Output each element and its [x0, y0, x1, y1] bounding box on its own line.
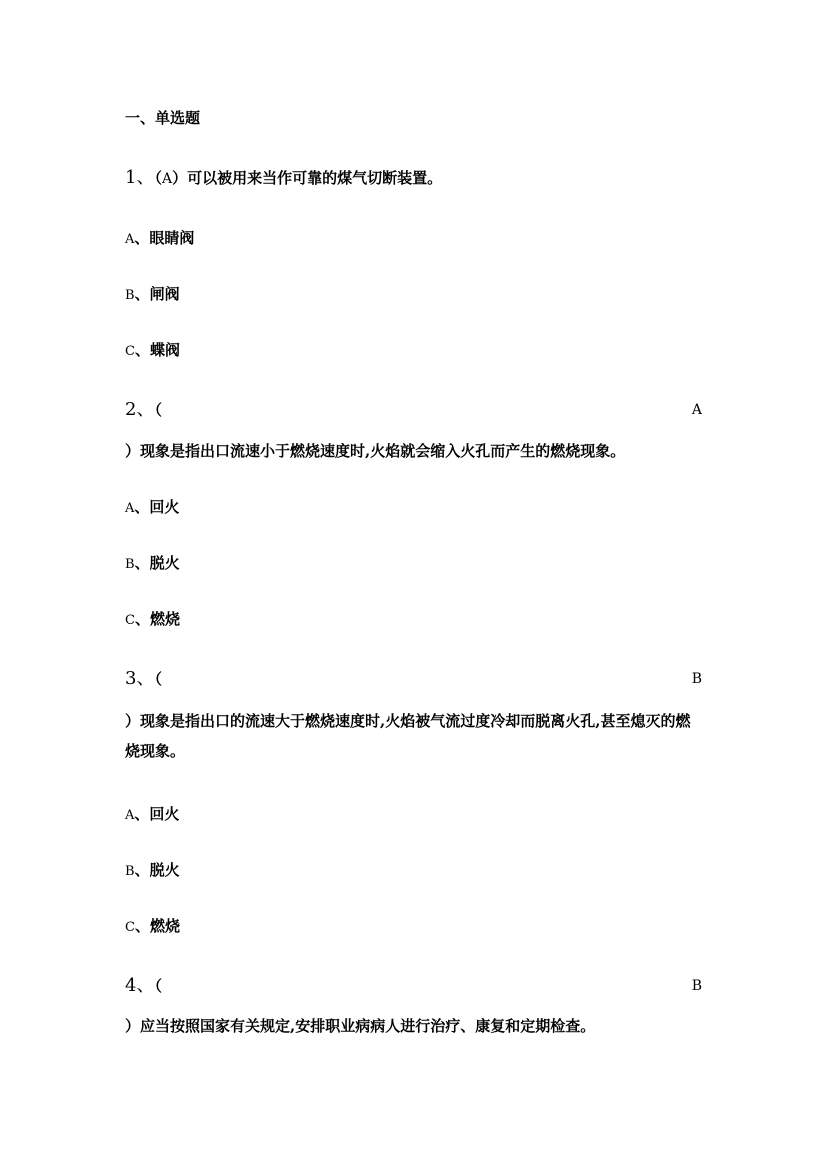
question-stem: 可以被用来当作可靠的煤气切断装置。	[187, 169, 443, 187]
option-text: 回火	[149, 805, 180, 823]
option-a	[125, 804, 179, 826]
option-text: 回火	[149, 498, 180, 516]
option-sep: 、	[134, 554, 150, 572]
option-a	[125, 497, 179, 519]
question-3	[125, 669, 162, 689]
option-text: 闸阀	[149, 285, 180, 303]
option-letter: B	[125, 288, 135, 303]
question-stem: 应当按照国家有关规定,安排职业病病人进行治疗、康复和定期检查。	[140, 1017, 596, 1035]
option-text: 脱火	[149, 861, 180, 879]
option-sep: 、	[134, 498, 150, 516]
option-letter: C	[125, 344, 135, 359]
close-paren: ）	[125, 712, 141, 730]
option-sep: 、	[134, 805, 150, 823]
option-letter: B	[125, 557, 135, 572]
option-text: 燃烧	[149, 610, 180, 628]
option-sep: 、	[134, 341, 150, 359]
question-number: 3、	[125, 668, 155, 689]
option-sep: 、	[134, 610, 150, 628]
option-letter: B	[125, 864, 135, 879]
question-3-stem-line	[125, 706, 695, 766]
option-text: 燃烧	[149, 917, 180, 935]
option-sep: 、	[134, 229, 150, 247]
option-c	[125, 609, 180, 631]
question-2	[125, 400, 162, 420]
open-paren: （	[154, 169, 162, 187]
answer-letter: A	[691, 402, 702, 418]
option-a	[125, 228, 194, 250]
option-letter: A	[125, 232, 135, 247]
option-letter: C	[125, 613, 135, 628]
option-letter: A	[125, 501, 135, 516]
option-letter: A	[125, 808, 135, 823]
question-2-stem-line	[125, 441, 625, 461]
option-sep: 、	[134, 285, 150, 303]
question-number: 1、	[125, 167, 155, 188]
question-number: 4、	[125, 975, 155, 996]
question-stem: 现象是指出口流速小于燃烧速度时,火焰就会缩入火孔而产生的燃烧现象。	[140, 442, 626, 460]
option-c	[125, 916, 180, 938]
answer-letter: B	[691, 978, 702, 994]
option-letter: C	[125, 920, 135, 935]
question-1	[125, 168, 442, 189]
open-paren: （	[154, 401, 162, 419]
close-paren: ）	[125, 1017, 141, 1035]
option-b	[125, 284, 180, 306]
answer-letter: B	[691, 671, 702, 687]
option-sep: 、	[134, 917, 150, 935]
option-c	[125, 340, 180, 362]
question-4	[125, 976, 162, 996]
close-paren: ）	[172, 169, 188, 187]
option-text: 蝶阀	[149, 341, 180, 359]
question-4-stem-line	[125, 1016, 595, 1036]
section-title: 一、单选题	[125, 109, 201, 127]
option-text: 眼睛阀	[149, 229, 195, 247]
option-text: 脱火	[149, 554, 180, 572]
option-b	[125, 553, 180, 575]
answer-letter: A	[161, 171, 173, 187]
question-number: 2、	[125, 399, 155, 420]
close-paren: ）	[125, 442, 141, 460]
open-paren: （	[154, 670, 162, 688]
question-stem: 现象是指出口的流速大于燃烧速度时,火焰被气流过度冷却而脱离火孔,甚至熄灭的燃烧现象。	[125, 712, 691, 760]
option-sep: 、	[134, 861, 150, 879]
open-paren: （	[154, 977, 162, 995]
option-b	[125, 860, 180, 882]
